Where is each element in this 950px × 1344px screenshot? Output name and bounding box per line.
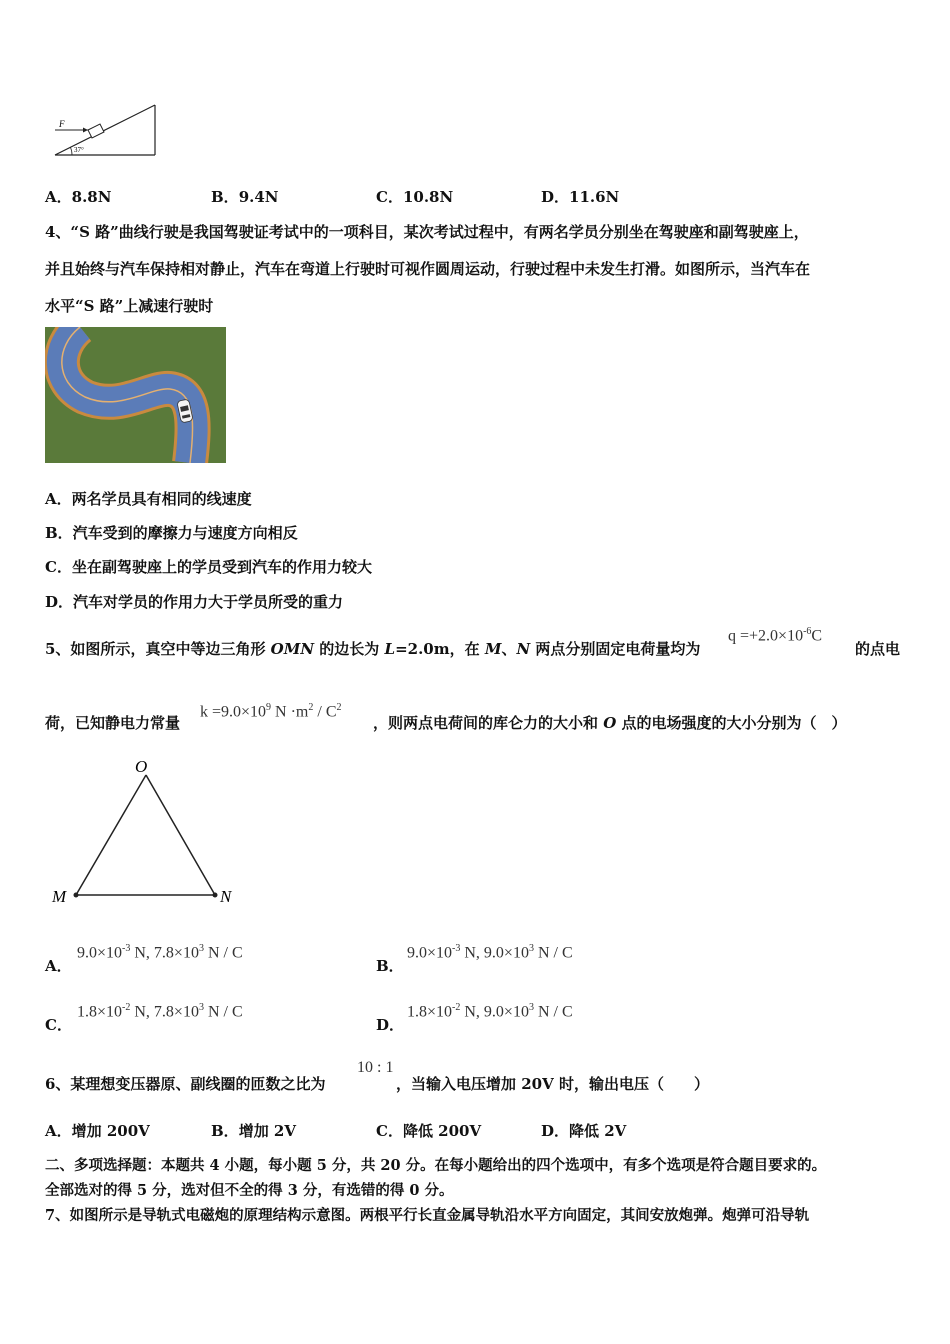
q5-option-b-key: B． (376, 957, 404, 975)
q5-stem-line2b: ，则两点电荷间的库仑力的大小和 O 点的电场强度的大小分别为（ ） (373, 714, 847, 732)
q5-option-c-expression: $1.8\times 10^{-2}$ N, $7.8\times 10^3$ N / C (77, 1002, 243, 1021)
point-m (74, 893, 79, 898)
q3-option-c: C．10.8N (376, 188, 454, 206)
q5-option-d-expression: $1.8\times 10^{-2}$ N, $9.0\times 10^3$ N / C (407, 1002, 573, 1021)
q5-option-b-expression: $9.0\times 10^{-3}$ N, $9.0\times 10^3$ N / C (407, 943, 573, 962)
q5-stem-line2a: 荷，已知静电力常量 (45, 714, 181, 732)
label-m: M (52, 887, 67, 906)
q4-option-b: B．汽车受到的摩擦力与速度方向相反 (45, 524, 298, 542)
angle-label: 37° (74, 146, 84, 154)
q5-charge-expression: $q =+2.0\times 10^{-6}C$ (728, 626, 823, 645)
triangle-figure (45, 752, 245, 912)
force-label: F (59, 119, 65, 129)
q6-stem-b: ，当输入电压增加 20V 时，输出电压（ ） (396, 1075, 709, 1093)
q5-option-a-expression: $9.0\times 10^{-3}$ N, $7.8\times 10^3$ N / C (77, 943, 243, 962)
q5-option-a-key: A． (45, 957, 72, 975)
q3-option-d: D．11.6N (541, 188, 620, 206)
q5-option-c-key: C． (45, 1016, 72, 1034)
label-n: N (220, 887, 232, 906)
q4-option-c: C．坐在副驾驶座上的学员受到汽车的作用力较大 (45, 558, 372, 576)
q4-option-a: A．两名学员具有相同的线速度 (45, 490, 252, 508)
section2-heading-line2: 全部选对的得 5 分，选对但不全的得 3 分，有选错的得 0 分。 (45, 1182, 454, 1199)
incline-figure (50, 100, 160, 160)
q5-stem-line1: 5、如图所示，真空中等边三角形 OMN 的边长为 L=2.0m，在 M、N 两点分别固定电荷量均为 (45, 640, 701, 658)
label-o: O (135, 757, 148, 776)
q6-option-a: A．增加 200V (45, 1122, 150, 1140)
q7-stem-line1: 7、如图所示是导轨式电磁炮的原理结构示意图。两根平行长直金属导轨沿水平方向固定，其间安放炮弹。炮弹可沿导轨 (45, 1207, 810, 1224)
q6-option-d: D．降低 2V (541, 1122, 627, 1140)
q4-stem-line1: 4、“S 路”曲线行驶是我国驾驶证考试中的一项科目，某次考试过程中，有两名学员分别坐在驾驶座和副驾驶座上， (45, 223, 809, 241)
q4-stem-line2: 并且始终与汽车保持相对静止，汽车在弯道上行驶时可视作圆周运动，行驶过程中未发生打滑。如图所示，当汽车在 (45, 260, 811, 278)
q4-stem-line3: 水平“S 路”上减速行驶时 (45, 297, 214, 315)
q6-option-c: C．降低 200V (376, 1122, 482, 1140)
q3-option-b: B．9.4N (211, 188, 279, 206)
q5-stem-line1-tail: 的点电 (855, 640, 901, 658)
q3-option-a: A．8.8N (45, 188, 112, 206)
q5-option-d-key: D． (376, 1016, 405, 1034)
q5-constant-expression: $k =9.0\times 10^9$ $N \cdot m^2 / C^2$ (200, 702, 342, 721)
q6-ratio: 10 : 1 (357, 1059, 394, 1076)
point-n (213, 893, 218, 898)
s-road-image (45, 327, 226, 463)
block-shape (88, 124, 104, 138)
q6-option-b: B．增加 2V (211, 1122, 296, 1140)
q4-option-d: D．汽车对学员的作用力大于学员所受的重力 (45, 593, 344, 611)
q6-stem-a: 6、某理想变压器原、副线圈的匝数之比为 (45, 1075, 326, 1093)
section2-heading-line1: 二、多项选择题：本题共 4 小题，每小题 5 分，共 20 分。在每小题给出的四个选项中，有多个选项是符合题目要求的。 (45, 1157, 827, 1174)
